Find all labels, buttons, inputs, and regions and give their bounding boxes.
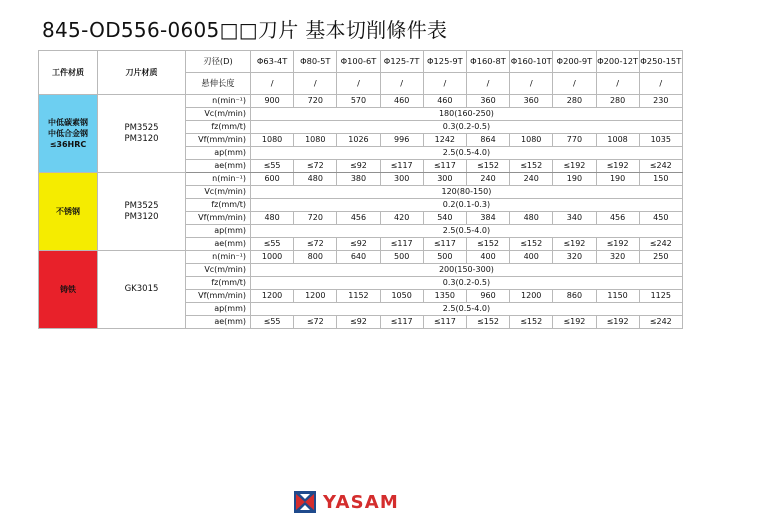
value-cell: 1152 [337, 290, 380, 303]
brand-logo [294, 491, 399, 513]
param-label: fz(mm/t) [186, 121, 251, 134]
value-cell: ≤72 [294, 238, 337, 251]
value-cell: 420 [380, 212, 423, 225]
value-cell: 190 [596, 173, 639, 186]
value-cell: ≤92 [337, 160, 380, 173]
value-cell: ≤192 [596, 160, 639, 173]
value-cell: ≤152 [466, 316, 509, 329]
brand-name: YASAM [323, 491, 400, 513]
diameter-row [39, 51, 683, 73]
value-cell: 770 [553, 134, 596, 147]
value-cell: 456 [596, 212, 639, 225]
yasam-logo-icon [294, 491, 316, 513]
value-cell: 640 [337, 251, 380, 264]
value-cell: 864 [466, 134, 509, 147]
material-line: 不锈钢 [56, 207, 80, 216]
value-cell: ≤72 [294, 160, 337, 173]
overhang-cell: / [510, 73, 553, 95]
value-cell: ≤242 [639, 316, 682, 329]
value-cell: ≤192 [553, 316, 596, 329]
insert-grade: PM3120 [124, 133, 159, 144]
value-cell: ≤152 [510, 160, 553, 173]
value-cell: ≤117 [423, 160, 466, 173]
overhang-cell: / [294, 73, 337, 95]
value-cell: 1242 [423, 134, 466, 147]
param-label: n(min⁻¹) [186, 173, 251, 186]
value-cell: 240 [466, 173, 509, 186]
value-cell: 1200 [294, 290, 337, 303]
param-label: n(min⁻¹) [186, 95, 251, 108]
value-span-cell: 200(150-300) [251, 264, 683, 277]
value-cell: 1200 [251, 290, 294, 303]
value-cell: 720 [294, 95, 337, 108]
value-cell: 450 [639, 212, 682, 225]
material-cell [39, 251, 98, 329]
value-cell: 280 [596, 95, 639, 108]
cutting-conditions-table [38, 50, 683, 329]
material-line: 中低碳素钢 [48, 118, 88, 127]
value-cell: 1050 [380, 290, 423, 303]
value-cell: ≤117 [423, 238, 466, 251]
diameter-cell: Φ125-7T [380, 51, 423, 73]
material-line: 铸铁 [60, 285, 76, 294]
value-span-cell: 0.3(0.2-0.5) [251, 277, 683, 290]
value-cell: 1200 [510, 290, 553, 303]
value-span-cell: 0.3(0.2-0.5) [251, 121, 683, 134]
value-cell: 240 [510, 173, 553, 186]
param-label: ap(mm) [186, 147, 251, 160]
value-cell: ≤92 [337, 238, 380, 251]
value-cell: 280 [553, 95, 596, 108]
value-cell: 720 [294, 212, 337, 225]
diameter-cell: Φ250-15T [639, 51, 682, 73]
value-cell: 1008 [596, 134, 639, 147]
value-cell: 480 [510, 212, 553, 225]
value-cell: 540 [423, 212, 466, 225]
value-cell: 1026 [337, 134, 380, 147]
value-cell: 480 [251, 212, 294, 225]
diameter-cell: Φ63-4T [251, 51, 294, 73]
diameter-label: 刃径(D) [186, 51, 251, 73]
value-cell: ≤192 [596, 238, 639, 251]
param-label: ap(mm) [186, 225, 251, 238]
value-span-cell: 2.5(0.5-4.0) [251, 147, 683, 160]
overhang-cell: / [337, 73, 380, 95]
diameter-cell: Φ125-9T [423, 51, 466, 73]
overhang-cell: / [596, 73, 639, 95]
value-cell: 1080 [251, 134, 294, 147]
diameter-cell: Φ80-5T [294, 51, 337, 73]
value-cell: 480 [294, 173, 337, 186]
table-header [39, 51, 683, 95]
value-cell: 996 [380, 134, 423, 147]
value-cell: ≤117 [380, 316, 423, 329]
value-cell: 1080 [294, 134, 337, 147]
value-cell: 600 [251, 173, 294, 186]
param-label: ae(mm) [186, 238, 251, 251]
value-cell: 1150 [596, 290, 639, 303]
value-cell: 860 [553, 290, 596, 303]
value-cell: ≤242 [639, 160, 682, 173]
material-line: 中低合金钢 [48, 129, 88, 138]
insert-cell [98, 251, 186, 329]
overhang-cell: / [380, 73, 423, 95]
value-cell: ≤192 [553, 238, 596, 251]
value-cell: ≤152 [466, 238, 509, 251]
value-cell: ≤55 [251, 238, 294, 251]
value-cell: 800 [294, 251, 337, 264]
insert-grade: PM3525 [124, 200, 159, 211]
value-cell: 460 [380, 95, 423, 108]
insert-cell [98, 173, 186, 251]
value-cell: 570 [337, 95, 380, 108]
value-cell: 400 [510, 251, 553, 264]
row-n [39, 95, 683, 108]
overhang-cell: / [466, 73, 509, 95]
value-cell: ≤192 [553, 160, 596, 173]
value-cell: 360 [466, 95, 509, 108]
param-label: ap(mm) [186, 303, 251, 316]
value-cell: 1350 [423, 290, 466, 303]
overhang-cell: / [639, 73, 682, 95]
material-group-cast-iron [39, 251, 683, 329]
row-n [39, 251, 683, 264]
value-cell: 460 [423, 95, 466, 108]
material-group-steel [39, 95, 683, 173]
diameter-cell: Φ160-10T [510, 51, 553, 73]
value-cell: 1125 [639, 290, 682, 303]
param-label: fz(mm/t) [186, 277, 251, 290]
value-cell: ≤92 [337, 316, 380, 329]
value-cell: 1000 [251, 251, 294, 264]
value-cell: ≤152 [510, 316, 553, 329]
value-cell: 1080 [510, 134, 553, 147]
insert-cell [98, 95, 186, 173]
value-cell: 1035 [639, 134, 682, 147]
diameter-cell: Φ200-12T [596, 51, 639, 73]
material-cell [39, 173, 98, 251]
value-cell: 400 [466, 251, 509, 264]
insert-grade: PM3525 [124, 122, 159, 133]
value-span-cell: 0.2(0.1-0.3) [251, 199, 683, 212]
value-cell: ≤72 [294, 316, 337, 329]
value-span-cell: 180(160-250) [251, 108, 683, 121]
param-label: n(min⁻¹) [186, 251, 251, 264]
page-title: 845-OD556-0605□□刀片 基本切削條件表 [42, 18, 448, 42]
value-cell: 456 [337, 212, 380, 225]
value-cell: 320 [553, 251, 596, 264]
value-cell: 300 [380, 173, 423, 186]
value-cell: 340 [553, 212, 596, 225]
value-cell: ≤117 [423, 316, 466, 329]
param-label: ae(mm) [186, 316, 251, 329]
value-cell: 900 [251, 95, 294, 108]
value-cell: ≤117 [380, 160, 423, 173]
value-cell: 360 [510, 95, 553, 108]
value-cell: ≤242 [639, 238, 682, 251]
diameter-cell: Φ200-9T [553, 51, 596, 73]
value-span-cell: 120(80-150) [251, 186, 683, 199]
diameter-cell: Φ100-6T [337, 51, 380, 73]
overhang-cell: / [423, 73, 466, 95]
overhang-cell: / [251, 73, 294, 95]
param-label: Vc(m/min) [186, 264, 251, 277]
value-cell: 230 [639, 95, 682, 108]
param-label: Vf(mm/min) [186, 134, 251, 147]
value-cell: 150 [639, 173, 682, 186]
param-label: Vf(mm/min) [186, 212, 251, 225]
overhang-cell: / [553, 73, 596, 95]
param-label: fz(mm/t) [186, 199, 251, 212]
param-label: ae(mm) [186, 160, 251, 173]
value-cell: 300 [423, 173, 466, 186]
material-cell [39, 95, 98, 173]
value-span-cell: 2.5(0.5-4.0) [251, 225, 683, 238]
diameter-cell: Φ160-8T [466, 51, 509, 73]
value-cell: 500 [423, 251, 466, 264]
material-group-stainless [39, 173, 683, 251]
value-cell: 250 [639, 251, 682, 264]
value-cell: ≤152 [510, 238, 553, 251]
insert-grade: GK3015 [124, 284, 159, 294]
material-line: ≤36HRC [49, 140, 87, 149]
value-cell: 190 [553, 173, 596, 186]
param-label: Vc(m/min) [186, 186, 251, 199]
overhang-label: 悬伸长度 [186, 73, 251, 95]
value-cell: 320 [596, 251, 639, 264]
insert-grade: PM3120 [124, 211, 159, 222]
value-cell: ≤117 [380, 238, 423, 251]
value-cell: ≤192 [596, 316, 639, 329]
value-cell: 960 [466, 290, 509, 303]
param-label: Vc(m/min) [186, 108, 251, 121]
row-n [39, 173, 683, 186]
value-cell: 380 [337, 173, 380, 186]
param-label: Vf(mm/min) [186, 290, 251, 303]
insert-header: 刀片材质 [98, 51, 186, 95]
value-cell: ≤152 [466, 160, 509, 173]
value-cell: ≤55 [251, 316, 294, 329]
material-header: 工件材质 [39, 51, 98, 95]
value-cell: 500 [380, 251, 423, 264]
value-cell: 384 [466, 212, 509, 225]
value-cell: ≤55 [251, 160, 294, 173]
value-span-cell: 2.5(0.5-4.0) [251, 303, 683, 316]
